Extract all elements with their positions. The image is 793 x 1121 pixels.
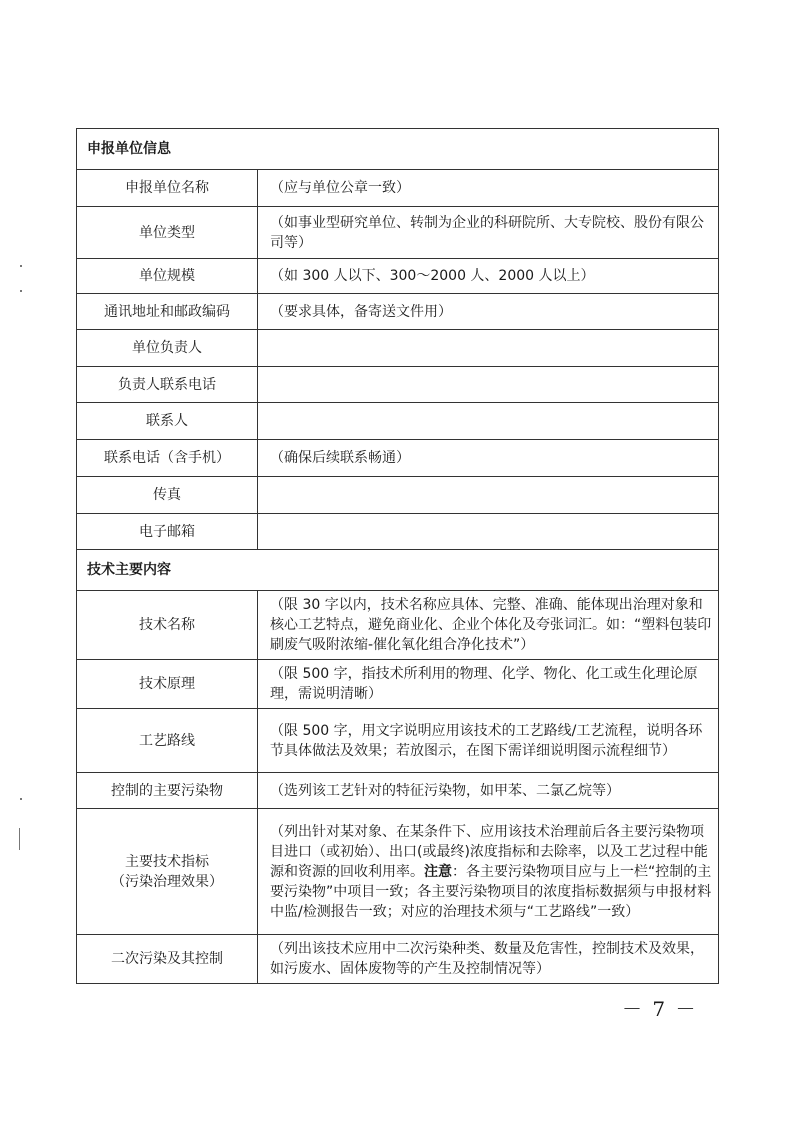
field-label: 控制的主要污染物 [77,773,258,809]
table-row [77,330,719,367]
field-value[interactable]: （如 300 人以下、300～2000 人、2000 人以上） [258,259,719,294]
field-value-part: （列出针对某对象、在某条件下、应用该技术治理前后各主要污染物项目进口（或初始）、出口(或最终)浓度指标和去除率，以及工艺过程中能源和资源的回收利用率。 [270,823,708,880]
page-number: － 7 － [622,997,698,1021]
field-value[interactable]: （应与单位公章一致） [258,170,719,207]
field-value[interactable]: （如事业型研究单位、转制为企业的科研院所、大专院校、股份有限公司等） [258,207,719,259]
application-form-table [76,128,719,984]
table-row [77,660,719,709]
table-row [77,207,719,259]
field-value[interactable]: （限 30 字以内，技术名称应具体、完整、准确、能体现出治理对象和核心工艺特点，避免商业化、企业个体化及夸张词汇。如：“塑料包装印刷废气吸附浓缩-催化氧化组合净化技术”） [258,591,719,660]
scan-mark [19,828,20,850]
field-value[interactable] [258,477,719,514]
field-label: 技术原理 [77,660,258,709]
table-row [77,591,719,660]
field-label: 单位负责人 [77,330,258,367]
field-label: 申报单位名称 [77,170,258,207]
scan-dot [20,290,22,292]
field-label: 单位规模 [77,259,258,294]
field-label: 电子邮箱 [77,514,258,550]
table-row [77,477,719,514]
field-value[interactable] [258,367,719,403]
table-row [77,403,719,440]
table-row [77,367,719,403]
scan-dot [20,265,22,267]
field-label: 工艺路线 [77,709,258,773]
field-label: 技术名称 [77,591,258,660]
field-value[interactable] [258,330,719,367]
field-label: 传真 [77,477,258,514]
field-label-main: 主要技术指标 [125,853,209,870]
table-row [77,773,719,809]
field-value[interactable] [258,403,719,440]
field-label: 二次污染及其控制 [77,935,258,984]
field-value[interactable]: （要求具体，备寄送文件用） [258,294,719,330]
field-value[interactable]: （限 500 字，指技术所利用的物理、化学、物化、化工或生化理论原理，需说明清晰） [258,660,719,709]
table-row [77,709,719,773]
table-row [77,440,719,477]
section-header-row [77,550,719,591]
field-label-sub: （污染治理效果） [111,873,223,890]
table-row [77,170,719,207]
table-row [77,294,719,330]
table-row [77,935,719,984]
field-value[interactable] [258,514,719,550]
table-row [77,809,719,935]
section-title-technology: 技术主要内容 [77,550,719,591]
field-value[interactable] [258,809,719,935]
section-header-row [77,129,719,170]
section-title-applicant: 申报单位信息 [77,129,719,170]
scan-dot [20,798,22,800]
field-label: 通讯地址和邮政编码 [77,294,258,330]
field-label: 联系人 [77,403,258,440]
field-label: 联系电话（含手机） [77,440,258,477]
field-value[interactable]: （确保后续联系畅通） [258,440,719,477]
field-value-part: ：各主要污染物项目应与上一栏“控制的主要污染物”中项目一致；各主要污染物项目的浓度指标数据须与申报材料中监/检测报告一致；对应的治理技术须与“工艺路线”一致） [270,863,712,920]
field-value[interactable]: （选列该工艺针对的特征污染物，如甲苯、二氯乙烷等） [258,773,719,809]
table-row [77,259,719,294]
field-value[interactable]: （列出该技术应用中二次污染种类、数量及危害性，控制技术及效果，如污废水、固体废物等的产生及控制情况等） [258,935,719,984]
note-label: 注意 [424,863,452,880]
field-label: 单位类型 [77,207,258,259]
field-label: 负责人联系电话 [77,367,258,403]
table-row [77,514,719,550]
field-label [77,809,258,935]
field-value[interactable]: （限 500 字，用文字说明应用该技术的工艺路线/工艺流程，说明各环节具体做法及效果；若放图示，在图下需详细说明图示流程细节） [258,709,719,773]
